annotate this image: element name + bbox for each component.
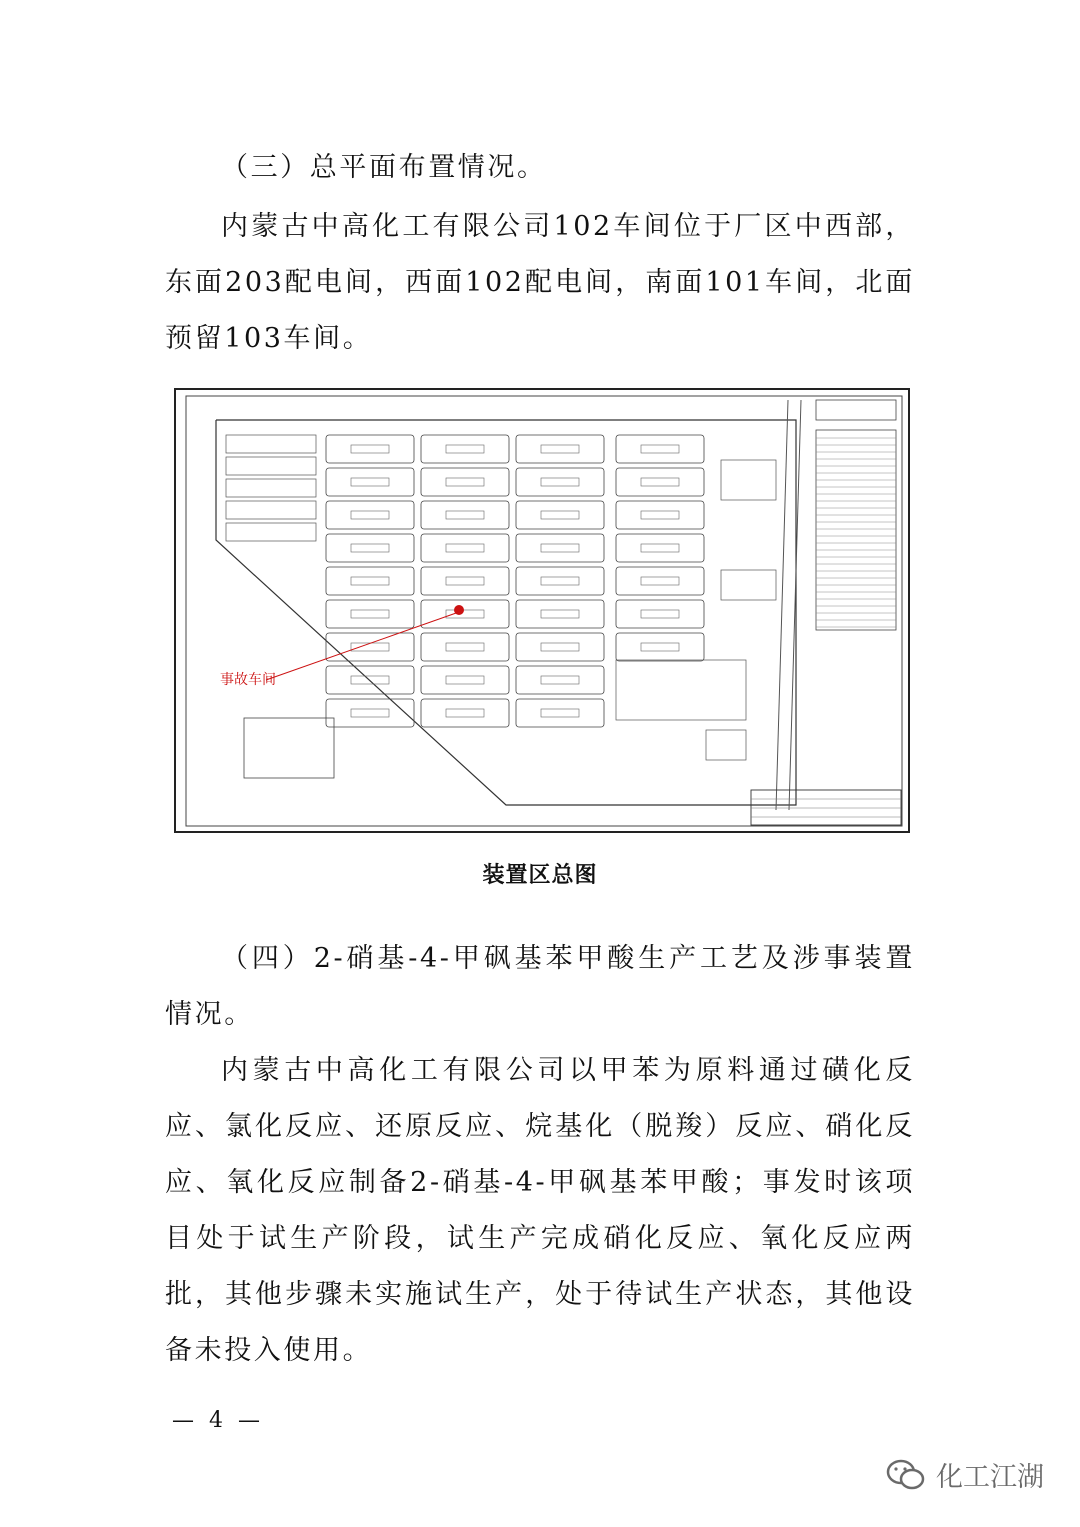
building-block	[516, 633, 604, 661]
building-outline	[541, 610, 579, 618]
legend-table	[244, 718, 334, 778]
watermark	[886, 1455, 1044, 1494]
building-block	[421, 435, 509, 463]
section4-heading: （四）2-硝基-4-甲砜基苯甲酸生产工艺及涉事装置情况。	[165, 943, 915, 1030]
building-block	[226, 523, 316, 541]
title-block	[751, 790, 901, 825]
building-outline	[446, 643, 484, 651]
building-outline	[541, 709, 579, 717]
building-block	[326, 567, 414, 595]
table-header-frame	[816, 400, 896, 420]
building-outline	[541, 577, 579, 585]
building-outline	[541, 511, 579, 519]
building-outline	[641, 445, 679, 453]
building-block	[516, 666, 604, 694]
building-block	[326, 633, 414, 661]
section3-heading: （三）总平面布置情况。	[221, 152, 547, 183]
building-outline	[641, 610, 679, 618]
building-outline	[351, 511, 389, 519]
building-outline	[446, 709, 484, 717]
wechat-icon	[886, 1458, 926, 1492]
building-outline	[541, 676, 579, 684]
page-number: — 4 —	[172, 1408, 264, 1433]
building-block	[326, 468, 414, 496]
building-block	[616, 600, 704, 628]
building-block	[421, 567, 509, 595]
building-block	[226, 435, 316, 453]
building-block	[516, 600, 604, 628]
building-outline	[541, 643, 579, 651]
building-blocks	[226, 435, 776, 760]
figure-caption: 装置区总图	[482, 863, 598, 888]
equipment-table	[816, 400, 896, 630]
building-block	[326, 534, 414, 562]
building-block	[421, 600, 509, 628]
building-block	[516, 534, 604, 562]
building-block	[616, 567, 704, 595]
watermark-text: 化工江湖	[936, 1462, 1044, 1493]
building-block	[516, 501, 604, 529]
building-outline	[351, 709, 389, 717]
building-block	[421, 501, 509, 529]
building-outline	[446, 478, 484, 486]
building-block	[326, 435, 414, 463]
building-outline	[446, 445, 484, 453]
building-outline	[641, 643, 679, 651]
building-block	[226, 479, 316, 497]
building-outline	[641, 544, 679, 552]
table-frame	[816, 430, 896, 630]
building-outline	[641, 511, 679, 519]
building-outline	[351, 577, 389, 585]
building-block	[326, 600, 414, 628]
building-outline	[446, 676, 484, 684]
title-block-frame	[751, 790, 901, 825]
building-block	[516, 699, 604, 727]
building-block	[516, 468, 604, 496]
section4-body: 内蒙古中高化工有限公司以甲苯为原料通过磺化反应、氯化反应、还原反应、烷基化（脱羧）反应、硝化反应、氧化反应制备2-硝基-4-甲砜基苯甲酸；事发时该项目处于试生产阶段，试生产完成硝化反应、氧化反应两批，其他步骤未实施试生产，处于待试生产状态，其他设备未投入使用。	[165, 1055, 915, 1366]
building-outline	[446, 544, 484, 552]
building-block	[326, 501, 414, 529]
building-outline	[446, 511, 484, 519]
building-outline	[541, 544, 579, 552]
building-block	[616, 660, 746, 720]
section3-body: 内蒙古中高化工有限公司102车间位于厂区中西部，东面203配电间，西面102配电间，南面101车间，北面预留103车间。	[165, 211, 915, 354]
building-block	[706, 730, 746, 760]
accident-leader-line	[266, 612, 459, 680]
building-block	[421, 468, 509, 496]
site-plan-figure	[174, 388, 910, 833]
building-block	[516, 435, 604, 463]
building-outline	[446, 610, 484, 618]
building-block	[721, 460, 776, 500]
accident-label: 事故车间	[220, 673, 276, 688]
building-block	[421, 534, 509, 562]
building-block	[616, 468, 704, 496]
building-block	[616, 534, 704, 562]
building-block	[721, 570, 776, 600]
building-block	[421, 699, 509, 727]
building-outline	[541, 445, 579, 453]
building-block	[226, 501, 316, 519]
building-block	[616, 501, 704, 529]
building-block	[516, 567, 604, 595]
building-outline	[446, 577, 484, 585]
building-block	[326, 699, 414, 727]
building-outline	[351, 544, 389, 552]
building-outline	[351, 610, 389, 618]
building-outline	[351, 643, 389, 651]
building-outline	[641, 478, 679, 486]
building-block	[226, 457, 316, 475]
site-plan-drawing	[176, 390, 908, 831]
building-outline	[351, 445, 389, 453]
site-boundary	[216, 420, 796, 805]
building-block	[421, 633, 509, 661]
building-block	[421, 666, 509, 694]
building-outline	[351, 478, 389, 486]
building-block	[616, 633, 704, 661]
building-outline	[641, 577, 679, 585]
building-outline	[541, 478, 579, 486]
building-block	[616, 435, 704, 463]
